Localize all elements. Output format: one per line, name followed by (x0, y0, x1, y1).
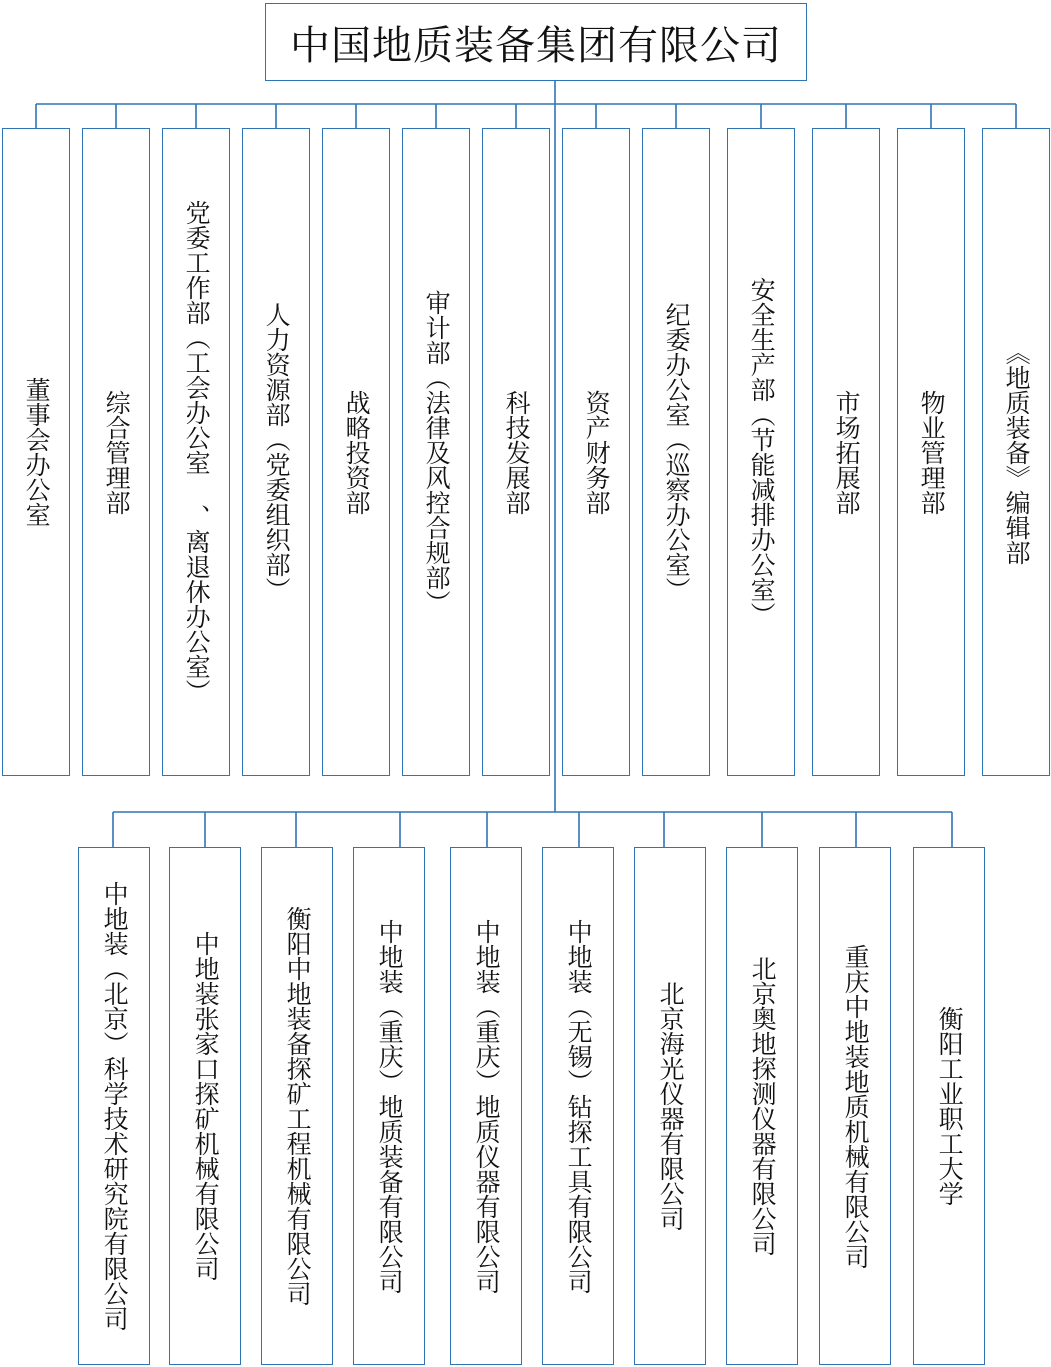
subsidiary-box (819, 847, 891, 1365)
subsidiary-label: 中地装（重庆）地质装备有限公司 (375, 918, 405, 1294)
department-label: 综合管理部 (102, 389, 132, 515)
department-label: 纪委办公室（巡察办公室） (662, 302, 692, 602)
department-box (897, 128, 965, 776)
root-company-box (265, 3, 807, 81)
subsidiary-label: 中地装张家口探矿机械有限公司 (191, 931, 221, 1281)
department-label: 审计部（法律及风控合规部） (422, 289, 452, 615)
department-box (2, 128, 70, 776)
department-box (242, 128, 310, 776)
subsidiary-label: 中地装（无锡）钻探工具有限公司 (564, 918, 594, 1294)
subsidiary-box (169, 847, 241, 1365)
department-label: 物业管理部 (917, 389, 947, 515)
department-box (727, 128, 795, 776)
department-label: 资产财务部 (582, 389, 612, 515)
department-label: 董事会办公室 (22, 377, 52, 527)
department-label: 科技发展部 (502, 389, 532, 515)
subsidiary-box (261, 847, 333, 1365)
department-label: 安全生产部（节能减排办公室） (747, 277, 777, 627)
subsidiary-label: 衡阳中地装备探矿工程机械有限公司 (283, 906, 313, 1306)
subsidiary-box (542, 847, 614, 1365)
department-box (562, 128, 630, 776)
subsidiary-box (726, 847, 798, 1365)
subsidiary-box (353, 847, 425, 1365)
department-label: 市场拓展部 (832, 389, 862, 515)
department-box (982, 128, 1050, 776)
department-box (812, 128, 880, 776)
subsidiary-box (634, 847, 706, 1365)
department-box (402, 128, 470, 776)
department-box (322, 128, 390, 776)
department-box (162, 128, 230, 776)
root-company-title: 中国地质装备集团有限公司 (290, 22, 782, 69)
department-box (642, 128, 710, 776)
subsidiary-box (450, 847, 522, 1365)
department-label: 人力资源部（党委组织部） (262, 302, 292, 602)
subsidiary-label: 中地装（重庆）地质仪器有限公司 (472, 918, 502, 1294)
department-box (82, 128, 150, 776)
department-label: 《地质装备》编辑部 (1002, 339, 1032, 565)
subsidiary-box (78, 847, 150, 1365)
subsidiary-label: 中地装（北京）科学技术研究院有限公司 (100, 881, 130, 1331)
subsidiary-box (913, 847, 985, 1365)
subsidiary-label: 衡阳工业职工大学 (935, 1006, 965, 1206)
department-label: 党委工作部（工会办公室 、离退休办公室） (182, 200, 212, 704)
subsidiary-label: 北京海光仪器有限公司 (656, 981, 686, 1231)
subsidiary-label: 北京奥地探测仪器有限公司 (748, 956, 778, 1256)
department-label: 战略投资部 (342, 389, 372, 515)
department-box (482, 128, 550, 776)
subsidiary-label: 重庆中地装地质机械有限公司 (841, 943, 871, 1269)
